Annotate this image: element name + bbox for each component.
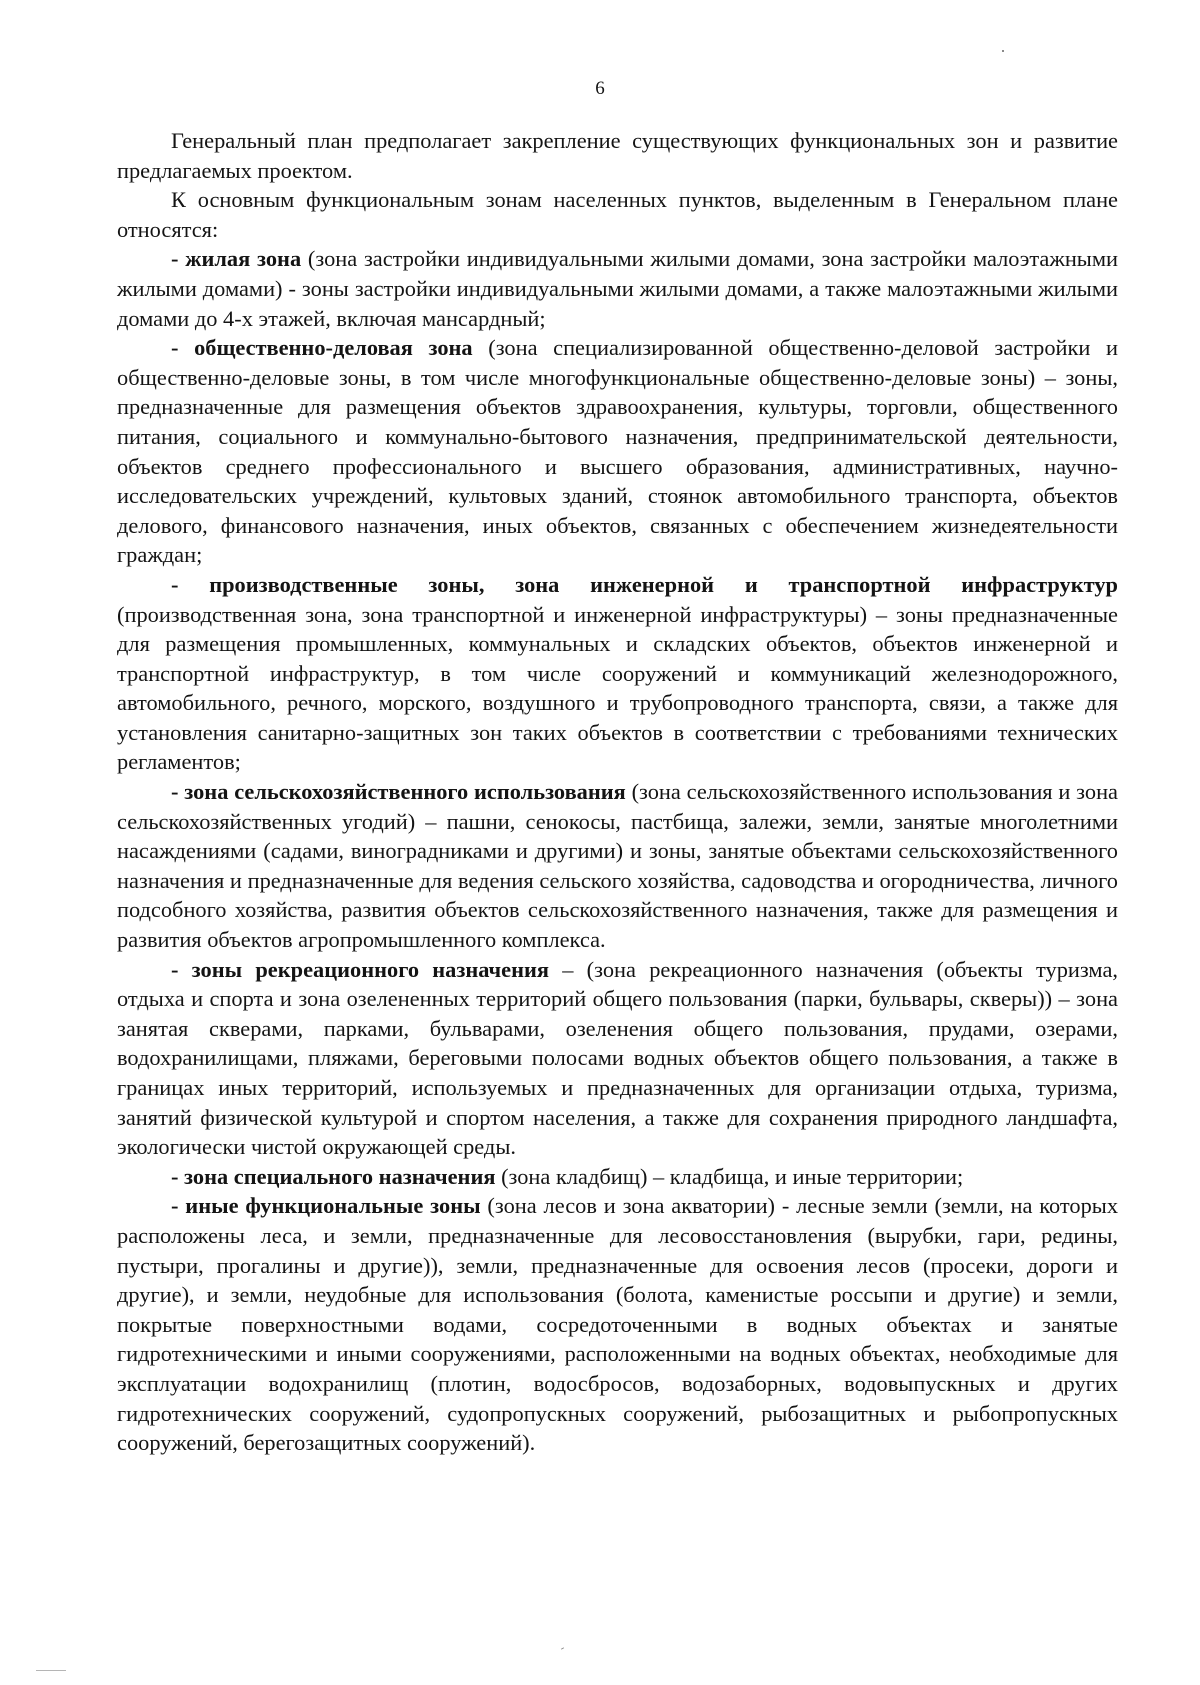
- zone-term-other: - иные функциональные зоны: [171, 1193, 481, 1219]
- paragraph-special-zone: [117, 1162, 1118, 1192]
- paragraph-intro: [117, 126, 1118, 185]
- paragraph-agricultural-zone: [117, 777, 1118, 955]
- paragraph-text: К основным функциональным зонам населенных пунктов, выделенным в Генеральном плане относятся:: [117, 187, 1118, 242]
- paragraph-text: (зона сельскохозяйственного использования и зона сельскохозяйственных угодий) – пашни, сенокосы, пастбища, залежи, земли, занятые многолетними насаждениями (садами, виноградниками и другими) и зоны, занятые объектами сельскохозяйственного назначения и предназначенные для ведения сельского хозяйства, садоводства и огородничества, личного подсобного хозяйства, развития объектов сельскохозяйственного назначения, также для размещения и развития объектов агропромышленного комплекса.: [117, 779, 1118, 953]
- paragraph-text: (зона застройки индивидуальными жилыми домами, зона застройки малоэтажными жилыми домами) - зоны застройки индивидуальными жилыми домами, а также малоэтажными жилыми домами до 4-х этажей, включая мансардный;: [117, 246, 1118, 331]
- paragraph-text: (зона специализированной общественно-деловой застройки и общественно-деловые зоны, в том числе многофункциональные общественно-деловые зоны) – зоны, предназначенные для размещения объектов здравоохранения, культуры, торговли, общественного питания, социального и коммунально-бытового назначения, предпринимательской деятельности, объектов среднего профессионального и высшего образования, административных, научно-исследовательских учреждений, культовых зданий, стоянок автомобильного транспорта, объектов делового, финансового назначения, иных объектов, связанных с обеспечением жизнедеятельности граждан;: [117, 335, 1118, 568]
- paragraph-zones-list-intro: [117, 185, 1118, 244]
- page-number: 6: [595, 78, 605, 99]
- paragraph-text: Генеральный план предполагает закрепление существующих функциональных зон и развитие предлагаемых проектом.: [117, 128, 1118, 183]
- zone-term-special: - зона специального назначения: [171, 1163, 496, 1189]
- zone-term-business: - общественно-деловая зона: [171, 335, 473, 361]
- zone-term-residential: - жилая зона: [171, 246, 302, 272]
- zone-term-recreational: - зоны рекреационного назначения: [171, 956, 550, 982]
- paragraph-industrial-zone: [117, 570, 1118, 777]
- paragraph-recreational-zone: [117, 955, 1118, 1162]
- paragraph-text: (зона лесов и зона акватории) - лесные земли (земли, на которых расположены леса, и земли, предназначенные для лесовосстановления (вырубки, гари, редины, пустыри, прогалины и другие)), земли, предназначенные для освоения лесов (просеки, дороги и другие), и земли, неудобные для использования (болота, каменистые россыпи и другие) и земли, покрытые поверхностными водами, сосредоточенными в водных объектах и занятые гидротехническими и иными сооружениями, расположенными на водных объектах, необходимые для эксплуатации водохранилищ (плотин, водосбросов, водозаборных, водовыпускных и других гидротехнических сооружений, судопропускных сооружений, рыбозащитных и рыбопропускных сооружений, берегозащитных сооружений).: [117, 1193, 1119, 1456]
- paragraph-text: – (зона рекреационного назначения (объекты туризма, отдыха и спорта и зона озелененных территорий общего пользования (парки, бульвары, скверы)) – зона занятая скверами, парками, бульварами, озеленения общего пользования, прудами, озерами, водохранилищами, пляжами, береговыми полосами водных объектов общего пользования, а также в границах иных территорий, используемых и предназначенных для организации отдыха, туризма, занятий физической культурой и спортом населения, а также для сохранения природного ландшафта, экологически чистой окружающей среды.: [117, 956, 1118, 1160]
- document-body: [117, 126, 1118, 1458]
- paragraph-other-zones: [117, 1191, 1118, 1457]
- zone-term-industrial: - производственные зоны, зона инженерной и транспортной инфраструктур: [171, 571, 1118, 597]
- paragraph-business-zone: [117, 333, 1118, 570]
- zone-term-agricultural: - зона сельскохозяйственного использования: [171, 779, 626, 805]
- scan-edge-line: [36, 1670, 66, 1671]
- scan-speck: [561, 1647, 564, 1649]
- paragraph-text: (производственная зона, зона транспортной и инженерной инфраструктуры) – зоны предназначенные для размещения промышленных, коммунальных и складских объектов, объектов инженерной и транспортной инфраструктур, в том числе сооружений и коммуникаций железнодорожного, автомобильного, речного, морского, воздушного и трубопроводного транспорта, связи, а также для установления санитарно-защитных зон таких объектов в соответствии с требованиями технических регламентов;: [117, 601, 1118, 775]
- scan-speck: [1002, 50, 1004, 52]
- paragraph-residential-zone: [117, 244, 1118, 333]
- paragraph-text: (зона кладбищ) – кладбища, и иные территории;: [495, 1163, 964, 1189]
